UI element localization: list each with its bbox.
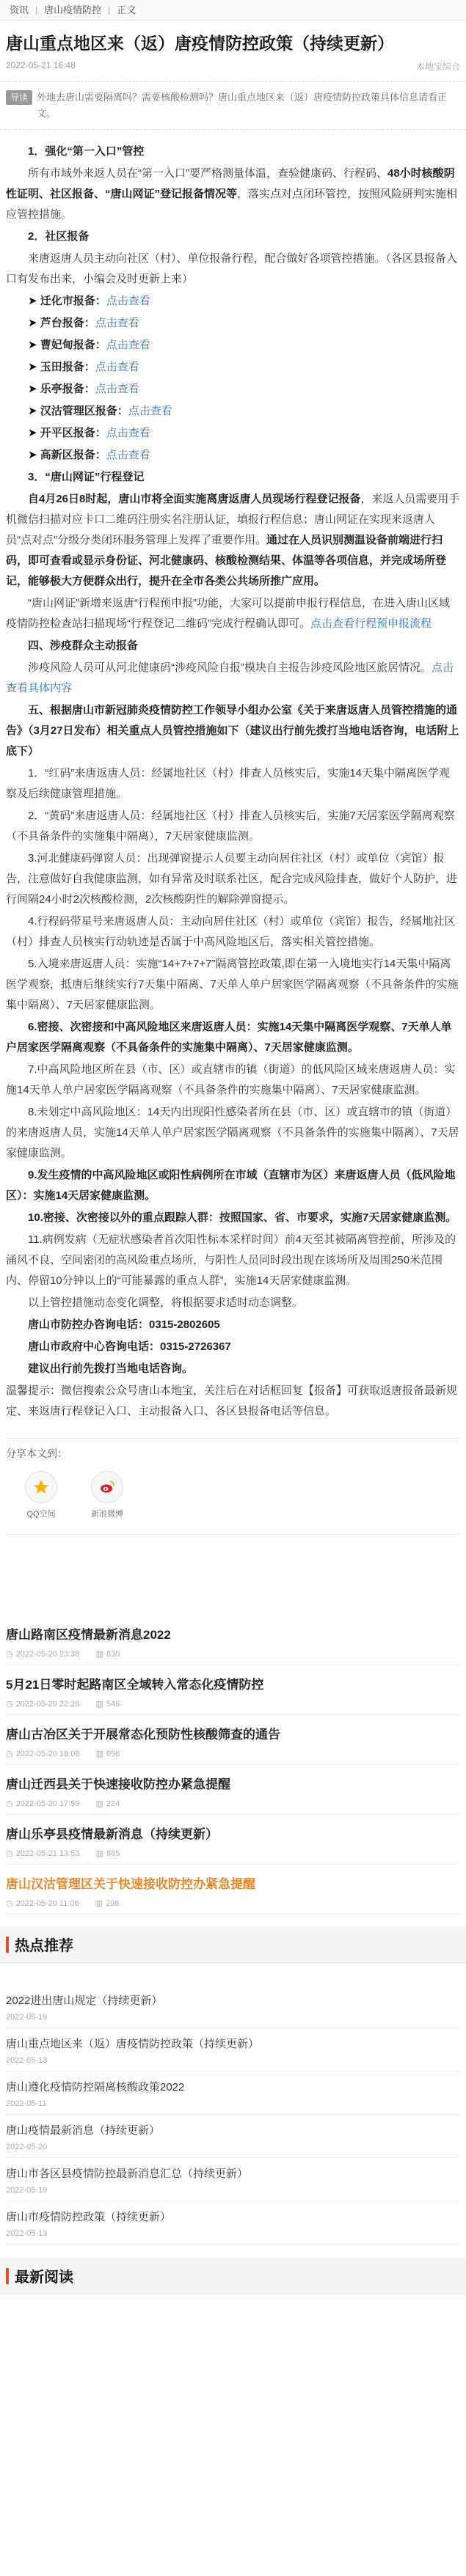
views-icon: ▥ <box>95 1700 103 1709</box>
hot-title[interactable]: 2022进出唐山规定（持续更新） <box>6 1995 163 2007</box>
district-link[interactable]: 点击查看 <box>95 361 139 373</box>
hot-item[interactable] <box>6 2072 460 2115</box>
news-time: 2022-05-20 22:26 <box>15 1699 80 1709</box>
district-name: 玉田报备： <box>40 361 95 373</box>
news-time: 2022-05-20 17:59 <box>15 1799 80 1808</box>
news-time: 2022-05-20 18:08 <box>15 1749 80 1758</box>
article-meta <box>0 60 466 82</box>
news-item[interactable] <box>6 1765 460 1815</box>
section-accent-bar <box>6 2268 9 2284</box>
self-report-link[interactable]: 点击查看具体内容 <box>6 661 454 694</box>
section-heading-1: 1．强化“第一入口”管控 <box>28 145 145 158</box>
section-4-body: 涉疫风险人员可从河北健康码“涉疫风险自报”模块自主报告涉疫风险地区旅居情况。 <box>28 661 432 674</box>
arrow-right-icon: ➤ <box>28 405 40 417</box>
hot-title[interactable]: 唐山重点地区来（返）唐疫情防控政策（持续更新） <box>6 2038 260 2050</box>
district-link[interactable]: 点击查看 <box>95 317 139 329</box>
district-name: 迁化市报备： <box>40 295 106 307</box>
section-3-text-1 <box>6 489 460 592</box>
publish-date: 2022-05-21 16:48 <box>6 60 76 70</box>
news-time: 2022-05-20 23:38 <box>15 1649 80 1659</box>
weibo-icon <box>91 1471 123 1503</box>
district-item <box>6 445 460 466</box>
hot-title[interactable]: 唐山疫情最新消息（持续更新） <box>6 2124 161 2137</box>
district-name: 乐亭报备： <box>40 383 95 395</box>
hot-section-header <box>0 1926 466 1963</box>
rule-item: 2．“黄码”来唐返唐人员：经属地社区（村）排查人员核实后，实施7天居家医学隔离观察（不具备条件的实施集中隔离），7天居家健康监测。 <box>6 810 455 843</box>
section-3-text-d: “唐山网证”新增来返唐“行程预申报”功能，大家可以提前申报行程信息，在进入唐山区域疫情防控检查站扫描现场“行程登记二维码”完成行程确认即可。 <box>6 597 450 630</box>
rule-item: 7.中高风险地区所在县（市、区）或直辖市的镇（街道）的低风险区域来唐返唐人员：实施14天单人单户居家医学隔离观察（不具备条件的实施集中隔离）、7天居家健康监测。 <box>6 1063 456 1096</box>
district-link[interactable]: 点击查看 <box>128 405 172 417</box>
views-icon: ▥ <box>95 1899 103 1908</box>
phone-number[interactable]: 0315-2726367 <box>160 1340 231 1353</box>
news-item[interactable] <box>6 1615 460 1665</box>
breadcrumb-item-category[interactable]: 唐山疫情防控 <box>44 4 102 15</box>
views-icon: ▥ <box>95 1849 103 1858</box>
views-icon: ▥ <box>95 1750 103 1758</box>
news-title[interactable]: 5月21日零时起路南区全域转入常态化疫情防控 <box>6 1678 264 1692</box>
district-name: 曹妃甸报备： <box>40 339 106 351</box>
news-meta <box>6 1749 460 1758</box>
share-item-label: 新浪微博 <box>91 1510 123 1519</box>
rule-item: 6.密接、次密接和中高风险地区来唐返唐人员：实施14天集中隔离医学观察、7天单人单户居家医学隔离观察（不具备条件的实施集中隔离）、7天居家健康监测。 <box>6 1021 452 1054</box>
rule-item: 10.密接、次密接以外的重点跟踪人群：按照国家、省、市要求，实施7天居家健康监测。 <box>28 1211 457 1224</box>
hot-item[interactable] <box>6 2201 460 2245</box>
news-meta <box>6 1898 460 1908</box>
closing-note: 以上管控措施动态变化调整，将根据要求适时动态调整。 <box>28 1296 304 1309</box>
hot-date: 2022-05-20 <box>6 2143 48 2151</box>
hot-item[interactable] <box>6 1985 460 2028</box>
news-time: 2022-05-20 11:06 <box>15 1898 79 1908</box>
district-link[interactable]: 点击查看 <box>106 427 150 439</box>
share-item-label: QQ空间 <box>26 1510 56 1519</box>
section-title: 最新阅读 <box>15 2269 73 2286</box>
hot-item[interactable] <box>6 2028 460 2072</box>
breadcrumb-item-current: 正文 <box>117 4 136 15</box>
breadcrumb-separator: | <box>35 4 38 15</box>
section-1-text-b: 48小时核酸阴性证明、社区报备、“唐山网证”登记报备情况等 <box>6 167 455 200</box>
share-weibo-button[interactable] <box>85 1471 129 1519</box>
phone-label: 唐山市防控办咨询电话： <box>28 1318 150 1331</box>
clock-icon: ◷ <box>6 1899 13 1908</box>
section-accent-bar <box>6 1937 9 1953</box>
section-3-text-2 <box>6 593 460 634</box>
section-1-text <box>6 164 460 225</box>
clock-icon: ◷ <box>6 1750 13 1758</box>
district-link[interactable]: 点击查看 <box>95 383 139 395</box>
news-views: 696 <box>106 1749 120 1758</box>
section-heading-5: 五、根据唐山市新冠肺炎疫情防控工作领导小组办公室《关于来唐返唐人员管控措施的通告》（3月27日发布）相关重点人员管控措施如下（建议出行前先拨打当地电话咨询，电话附上底下） <box>6 704 459 757</box>
rule-item: 3.河北健康码弹窗人员：出现弹窗提示人员要主动向居住社区（村）或单位（宾馆）报告，注意做好自我健康监测，如有异常及时联系社区，配合完成风险排查，做好个人防护，进行间隔24小时2次核酸检测，2次核酸阴性的解除弹窗提示。 <box>6 852 458 906</box>
clock-icon: ◷ <box>6 1650 13 1659</box>
rule-item: 11.病例发病（无症状感染者首次阳性标本采样时间）前4天至其被隔离管控前，所涉及的涌风不良、空间密闭的高风险重点场所，与阳性人员同时段出现在该场所及周围250米范围内、停留10分钟以上的“可能暴露的重点人群”，实施14天居家健康监测。 <box>6 1233 456 1287</box>
news-title[interactable]: 唐山迁西县关于快速接收防控办紧急提醒 <box>6 1777 230 1791</box>
views-icon: ▥ <box>95 1650 103 1659</box>
news-views: 298 <box>106 1898 120 1908</box>
arrow-right-icon: ➤ <box>28 317 40 329</box>
section-4-text <box>6 658 460 699</box>
share-qzone-button[interactable] <box>19 1471 63 1519</box>
hot-date: 2022-05-19 <box>6 2013 48 2022</box>
article-source: 本地宝综合 <box>415 62 460 72</box>
section-title: 热点推荐 <box>15 1938 73 1954</box>
news-views: 830 <box>106 1649 120 1659</box>
news-title[interactable]: 唐山乐亭县疫情最新消息（持续更新） <box>6 1827 218 1841</box>
district-name: 开平区报备： <box>40 427 106 439</box>
arrow-right-icon: ➤ <box>28 295 40 307</box>
clock-icon: ◷ <box>6 1799 13 1808</box>
section-1-text-c: ，落实点对点闭环管控，按照风险研判实施相应管控措施。 <box>6 188 458 221</box>
hot-list <box>0 1963 466 2245</box>
arrow-right-icon: ➤ <box>28 449 40 461</box>
lead-text: 外地去唐山需要隔离吗？需要核酸检测吗？唐山重点地区来（返）唐疫情防控政策具体信息请看正文。 <box>37 92 448 119</box>
news-title[interactable]: 唐山汉沽管理区关于快速接收防控办紧急提醒 <box>6 1877 255 1891</box>
news-views: 885 <box>106 1849 120 1858</box>
article-lead <box>0 82 466 130</box>
news-title[interactable]: 唐山路南区疫情最新消息2022 <box>6 1628 171 1642</box>
district-link[interactable]: 点击查看 <box>106 449 150 461</box>
star-icon <box>25 1471 57 1503</box>
breadcrumb-item-news[interactable]: 资讯 <box>10 4 29 15</box>
phone-line <box>6 1337 460 1357</box>
share-items <box>6 1461 460 1524</box>
news-meta <box>6 1699 460 1709</box>
rule-item: 9.发生疫情的中高风险地区或阳性病例所在市域（直辖市为区）来唐返唐人员（低风险地区）：实施14天居家健康监测。 <box>6 1169 456 1202</box>
news-item[interactable] <box>6 1865 460 1915</box>
news-meta <box>6 1649 460 1659</box>
clock-icon: ◷ <box>6 1849 13 1858</box>
news-item[interactable] <box>6 1815 460 1865</box>
section-3-text-a: 自4月26日8时起，唐山市将全面实施离唐返唐人员现场行程登记报备 <box>28 493 361 505</box>
district-link[interactable]: 点击查看 <box>106 339 150 351</box>
page-title: 唐山重点地区来（返）唐疫情防控政策（持续更新） <box>6 34 394 53</box>
share-label: 分享本文到： <box>6 1447 68 1459</box>
news-meta <box>6 1849 460 1858</box>
phone-line <box>6 1315 460 1335</box>
district-item <box>6 335 460 356</box>
hot-date: 2022-05-11 <box>6 2099 47 2108</box>
hot-title[interactable]: 唐山市各区县疫情防控最新消息汇总（持续更新） <box>6 2168 249 2180</box>
rule-item: 4.行程码带星号来唐返唐人员：主动向居住社区（村）或单位（宾馆）报告，经属地社区（村）排查人员核实行动轨迹是否属于中高风险地区后，落实相关管控措施。 <box>6 915 456 948</box>
tip-text: 温馨提示：微信搜索公众号唐山本地宝，关注后在对话框回复【报备】可获取返唐报备最新规定、来返唐行程登记入口、主动报备入口、各区县报备电话等信息。 <box>6 1384 458 1417</box>
district-item <box>6 357 460 378</box>
divider <box>6 1534 460 1535</box>
news-views: 224 <box>106 1799 120 1808</box>
share-section <box>6 1438 460 1535</box>
hot-title[interactable]: 唐山遵化疫情防控隔离核酸政策2022 <box>6 2081 185 2094</box>
news-item[interactable] <box>6 1715 460 1765</box>
district-name: 汉沽管理区报备： <box>40 405 128 417</box>
rule-item: 1．“红码”来唐返唐人员：经属地社区（村）排查人员核实后，实施14天集中隔离医学观察及后续健康管理措施。 <box>6 767 451 800</box>
district-name: 芦台报备： <box>40 317 95 329</box>
section-3-text-b: ，来返人员需要用手机微信扫描对应卡口二维码注册实名注册认证，填报行程信息；唐山网证在实现来返唐人员“点对点”分级分类闭环服务管理上发挥了重要作用。 <box>6 493 460 546</box>
hot-item[interactable] <box>6 2158 460 2201</box>
latest-section-header <box>0 2258 466 2294</box>
news-title[interactable]: 唐山古冶区关于开展常态化预防性核酸筛查的通告 <box>6 1728 280 1742</box>
breadcrumb-separator: | <box>108 4 111 15</box>
news-item[interactable] <box>6 1665 460 1715</box>
arrow-right-icon: ➤ <box>28 427 40 439</box>
section-heading-2: 2．社区报备 <box>28 230 90 243</box>
related-news-list <box>0 1615 466 1915</box>
district-item <box>6 401 460 422</box>
views-icon: ▥ <box>95 1799 103 1808</box>
arrow-right-icon: ➤ <box>28 383 40 395</box>
section-3-text-c: 通过在人员识别测温设备前端进行扫码，即可查看或显示身份证、河北健康码、核酸检测结果、体温等各项信息，并完成场所登记，能够极大方便群众出行，提升在全市各类公共场所推广应用。 <box>6 534 447 587</box>
article-body <box>0 142 466 1422</box>
news-time: 2022-05-21 13:53 <box>15 1849 80 1858</box>
news-views: 546 <box>106 1699 120 1709</box>
clock-icon: ◷ <box>6 1700 13 1709</box>
district-item <box>6 423 460 444</box>
advice-text: 建议出行前先拨打当地电话咨询。 <box>28 1362 194 1375</box>
phone-label: 唐山市政府中心咨询电话： <box>28 1340 161 1353</box>
lead-badge: 导读 <box>6 90 32 105</box>
section-heading-4: 四、涉疫群众主动报备 <box>28 639 139 652</box>
district-item <box>6 291 460 312</box>
arrow-right-icon: ➤ <box>28 361 40 373</box>
hot-date: 2022-05-13 <box>6 2056 48 2065</box>
breadcrumb <box>0 0 466 21</box>
district-report-list <box>6 291 460 466</box>
section-1-text-a: 所有市域外来返人员在“第一入口”要严格测量体温，查验健康码、行程码、 <box>28 167 387 180</box>
hot-date: 2022-05-19 <box>6 2186 48 2195</box>
rule-item: 5.入境来唐返唐人员：实施“14+7+7+7”隔离管控政策,即在第一入境地实行14天集中隔离医学观察，抵唐后继续实行7天集中隔离、7天单人单户居家医学隔离观察（不具备条件的实施集中隔离）、7天居家健康监测。 <box>6 958 459 1011</box>
section-2-text: 来唐返唐人员主动向社区（村）、单位报备行程，配合做好各项管控措施。（各区县报备入口有发布出来，小编会及时更新上来） <box>6 252 458 285</box>
district-link[interactable]: 点击查看 <box>106 295 150 307</box>
district-item <box>6 379 460 400</box>
arrow-right-icon: ➤ <box>28 339 40 351</box>
hot-item[interactable] <box>6 2115 460 2158</box>
section-heading-3: 3．“唐山网证”行程登记 <box>28 471 145 483</box>
preregistration-link[interactable]: 点击查看行程预申报流程 <box>310 617 432 630</box>
news-meta <box>6 1799 460 1808</box>
rule-item: 8.未划定中高风险地区：14天内出现阳性感染者所在县（市、区）或直辖市的镇（街道）的来唐返唐人员，实施14天单人单户居家医学隔离观察（不具备条件的实施集中隔离）、7天居家健康监测。 <box>6 1106 459 1159</box>
phone-number[interactable]: 0315-2802605 <box>149 1318 220 1331</box>
hot-date: 2022-05-13 <box>6 2229 48 2238</box>
hot-title[interactable]: 唐山市疫情防控政策（持续更新） <box>6 2211 172 2223</box>
district-name: 高新区报备： <box>40 449 106 461</box>
district-item <box>6 313 460 334</box>
